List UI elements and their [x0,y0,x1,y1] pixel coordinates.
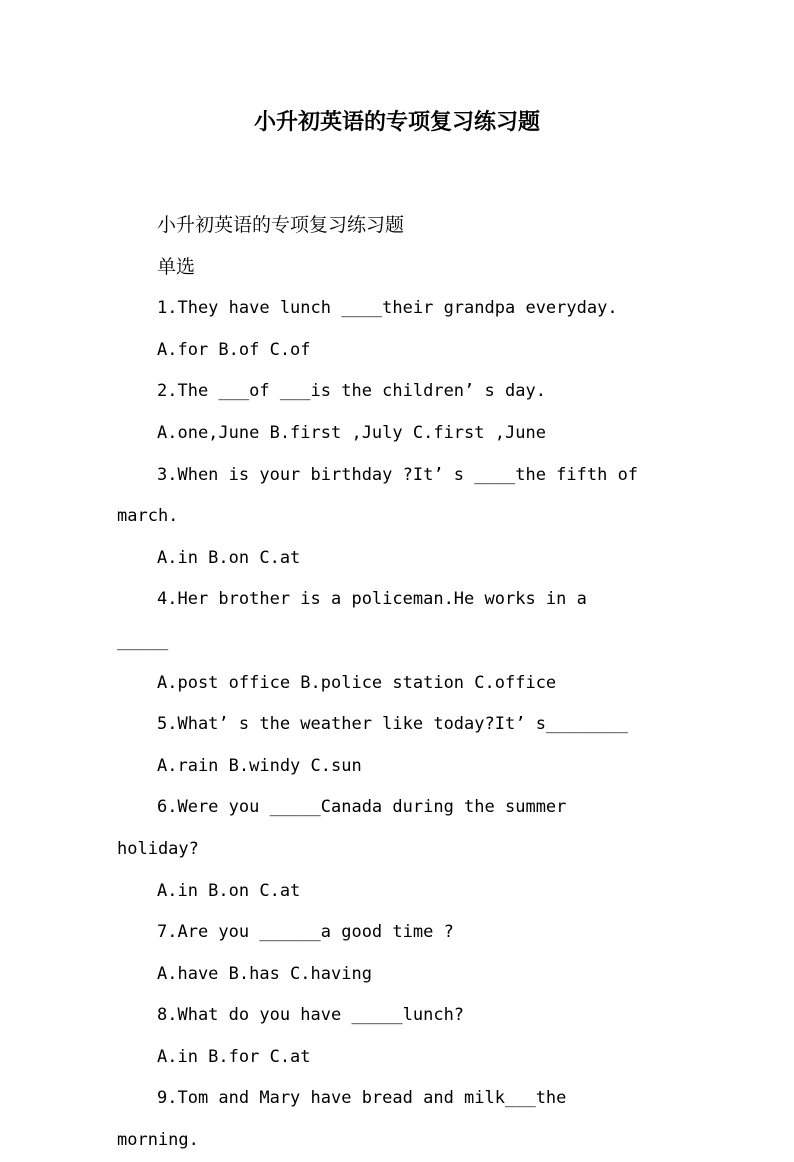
question-3-options: A.in B.on C.at [157,547,301,568]
question-9: 9.Tom and Mary have bread and milk___the morning. [117,1088,577,1151]
subtitle: 小升初英语的专项复习练习题 [157,214,405,236]
question-5: 5.What’ s the weather like today?It’ s________ [157,714,628,735]
question-1-options: A.for B.of C.of [157,339,311,360]
question-5-options: A.rain B.windy C.sun [157,755,362,776]
question-8-options: A.in B.for C.at [157,1046,311,1067]
question-3: 3.When is your birthday ?It’ s ____the fifth of march. [117,464,649,527]
document-title: 小升初英语的专项复习练习题 [253,109,540,135]
question-4: 4.Her brother is a policeman.He works in a _____ [117,589,598,651]
question-8: 8.What do you have _____lunch? [157,1005,465,1026]
section-label: 单选 [157,255,196,278]
document-body [117,205,647,1162]
question-2-options: A.one,June B.first ,July C.first ,June [157,422,546,443]
question-6-options: A.in B.on C.at [157,880,301,901]
question-6: 6.Were you _____Canada during the summer holiday? [117,797,577,859]
question-7: 7.Are you ______a good time ? [157,922,454,943]
question-2: 2.The ___of ___is the children’ s day. [157,381,546,402]
question-4-options: A.post office B.police station C.office [157,672,557,693]
question-7-options: A.have B.has C.having [157,963,372,984]
question-1: 1.They have lunch ____their grandpa everyday. [157,298,618,319]
